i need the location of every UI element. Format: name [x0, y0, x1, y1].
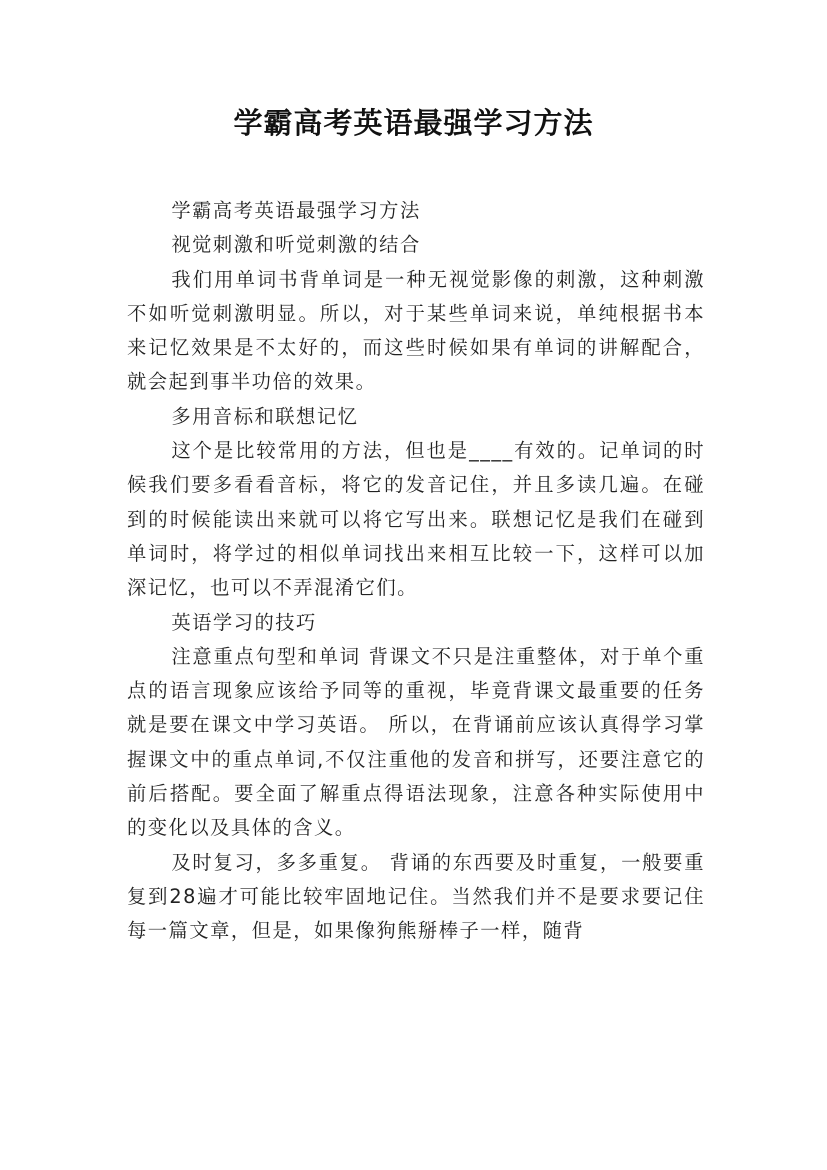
section-heading-phonetics-association: 多用音标和联想记忆: [171, 404, 359, 428]
paragraph-review-repeat: 及时复习，多多重复。 背诵的东西要及时重复，一般要重复到28遍才可能比较牢固地记住。当然我们并不是要求要记住每一篇文章，但是，如果像狗熊掰棒子一样，随背: [127, 850, 705, 943]
section-heading-english-tips: 英语学习的技巧: [171, 610, 317, 634]
paragraph-heading-repeat: 学霸高考英语最强学习方法: [171, 199, 421, 222]
paragraph-key-sentences: 注意重点句型和单词 背课文不只是注重整体，对于单个重点的语言现象应该给予同等的重视，毕竟背课文最重要的任务就是要在课文中学习英语。 所以，在背诵前应该认真得学习掌握课文中的重点单词,不仅注重他的发音和拼写，还要注意它的前后搭配。要全面了解重点得语法现象，注意各种实际使用中的变化以及具体的含义。: [127, 644, 705, 840]
paragraph-visual-auditory: 我们用单词书背单词是一种无视觉影像的刺激，这种刺激不如听觉刺激明显。所以，对于某些单词来说，单纯根据书本来记忆效果是不太好的，而这些时候如果有单词的讲解配合，就会起到事半功倍的效果。: [127, 267, 705, 394]
document-title: 学霸高考英语最强学习方法: [233, 106, 594, 140]
document-body: [127, 194, 705, 949]
section-heading-visual-auditory: 视觉刺激和听觉刺激的结合: [171, 233, 421, 257]
paragraph-phonetics-association: 这个是比较常用的方法，但也是____有效的。记单词的时候我们要多看看音标，将它的发音记住，并且多读几遍。在碰到的时候能读出来就可以将它写出来。联想记忆是我们在碰到单词时，将学过的相似单词找出来相互比较一下，这样可以加深记忆，也可以不弄混淆它们。: [127, 439, 705, 600]
